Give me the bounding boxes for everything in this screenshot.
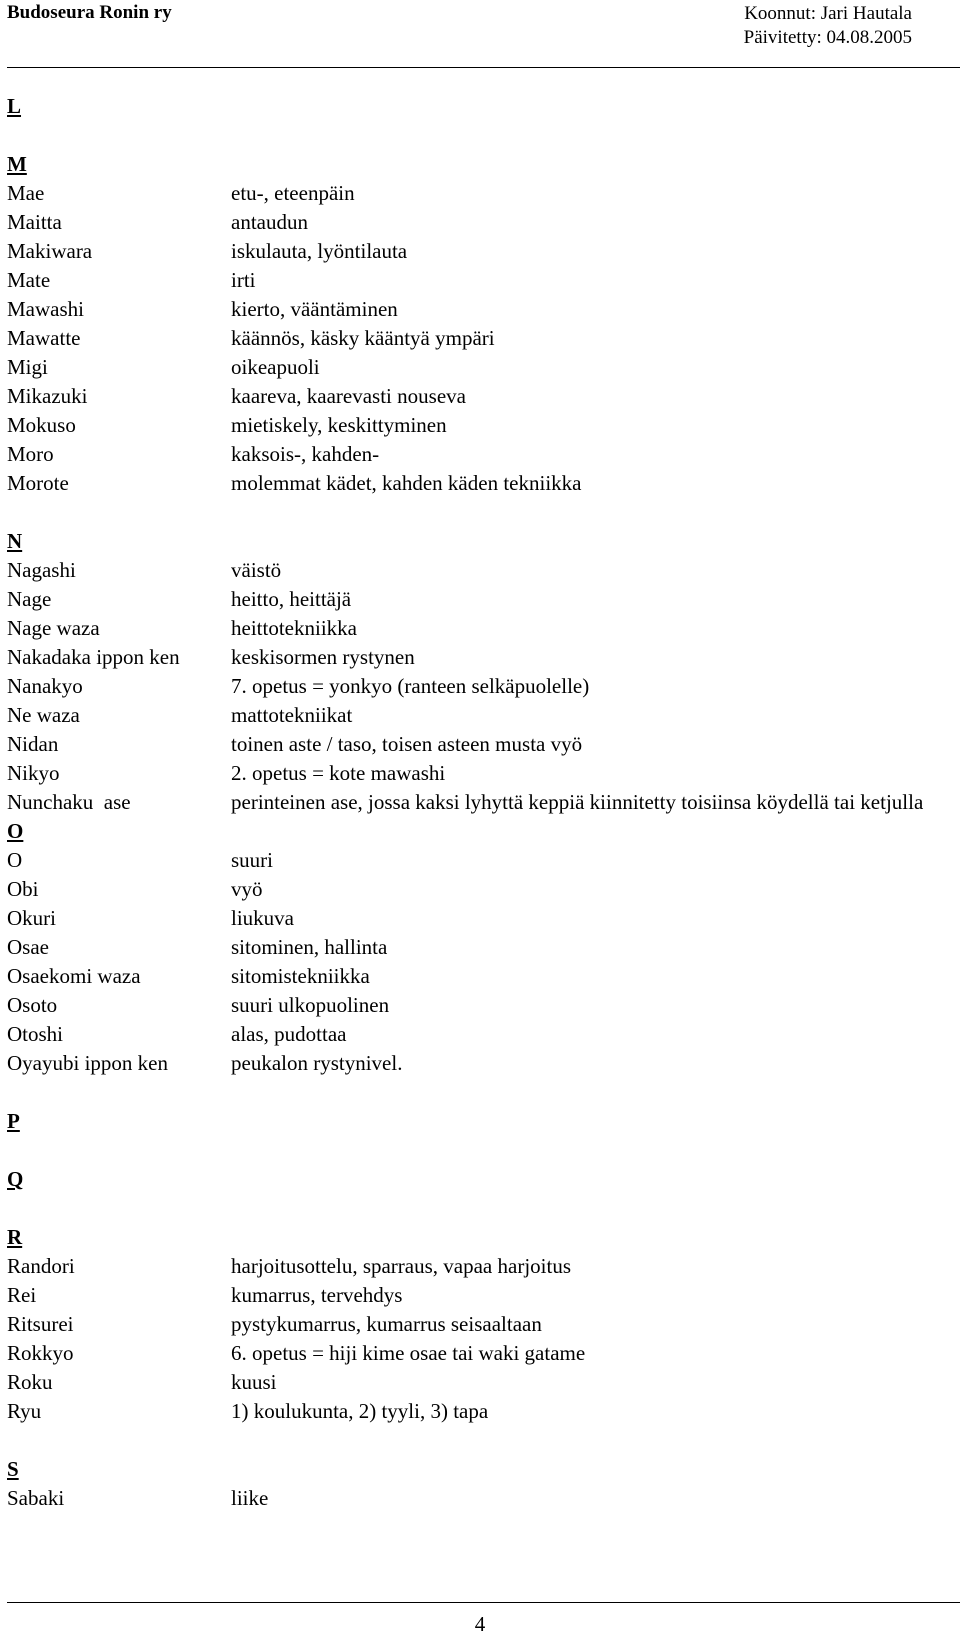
entry-term: Sabaki	[7, 1486, 65, 1510]
glossary-entry	[7, 701, 952, 730]
entry-term: Osaekomi waza	[7, 964, 141, 988]
glossary-entry	[7, 237, 952, 266]
entry-term: O	[7, 848, 23, 872]
entry-term: Nagashi	[7, 558, 76, 582]
entry-term: Mikazuki	[7, 384, 88, 408]
entry-definition: käännös, käsky kääntyä ympäri	[231, 326, 495, 350]
entry-term: Ne waza	[7, 703, 80, 727]
glossary-entry	[7, 324, 952, 353]
entry-term: Ryu	[7, 1399, 42, 1423]
entry-term: Ritsurei	[7, 1312, 74, 1336]
section-spacer	[7, 121, 952, 150]
entry-definition: kumarrus, tervehdys	[231, 1283, 403, 1307]
section-spacer	[7, 498, 952, 527]
compiled-by: Koonnut: Jari Hautala	[744, 3, 912, 24]
section-spacer	[7, 1426, 952, 1455]
entry-term: Nanakyo	[7, 674, 83, 698]
entry-definition: kierto, vääntäminen	[231, 297, 398, 321]
entry-term: Mae	[7, 181, 45, 205]
entry-definition: sitomistekniikka	[231, 964, 370, 988]
section-letter-r: R	[7, 1225, 23, 1249]
entry-definition: kuusi	[231, 1370, 277, 1394]
entry-definition: vyö	[231, 877, 263, 901]
entry-definition: 6. opetus = hiji kime osae tai waki gatame	[231, 1341, 586, 1365]
glossary-entry	[7, 991, 952, 1020]
glossary-entry	[7, 411, 952, 440]
entry-term: Nage waza	[7, 616, 100, 640]
entry-definition: irti	[231, 268, 256, 292]
section-spacer	[7, 1136, 952, 1165]
entry-term: Makiwara	[7, 239, 93, 263]
entry-definition: 7. opetus = yonkyo (ranteen selkäpuolelle)	[231, 674, 590, 698]
entry-term: Rei	[7, 1283, 37, 1307]
entry-definition: väistö	[231, 558, 282, 582]
entry-definition: pystykumarrus, kumarrus seisaaltaan	[231, 1312, 542, 1336]
glossary-entry	[7, 933, 952, 962]
entry-term: Nage	[7, 587, 52, 611]
glossary-entry	[7, 875, 952, 904]
entry-term: Maitta	[7, 210, 62, 234]
glossary-entry	[7, 1368, 952, 1397]
entry-definition: heittotekniikka	[231, 616, 357, 640]
glossary-entry	[7, 353, 952, 382]
entry-definition: suuri ulkopuolinen	[231, 993, 390, 1017]
section-letter-q: Q	[7, 1167, 24, 1191]
glossary-entry	[7, 208, 952, 237]
glossary-entry	[7, 788, 952, 817]
entry-definition: kaareva, kaarevasti nouseva	[231, 384, 466, 408]
entry-term: Migi	[7, 355, 48, 379]
entry-term: Osoto	[7, 993, 58, 1017]
entry-definition: harjoitusottelu, sparraus, vapaa harjoitus	[231, 1254, 571, 1278]
glossary-entry	[7, 962, 952, 991]
section-letter-s: S	[7, 1457, 19, 1481]
entry-definition: etu-, eteenpäin	[231, 181, 355, 205]
entry-term: Mate	[7, 268, 51, 292]
entry-term: Okuri	[7, 906, 56, 930]
entry-definition: peukalon rystynivel.	[231, 1051, 403, 1075]
glossary-entry	[7, 295, 952, 324]
glossary-entry	[7, 1397, 952, 1426]
entry-definition: suuri	[231, 848, 273, 872]
glossary-entry	[7, 440, 952, 469]
entry-term: Morote	[7, 471, 69, 495]
section-spacer	[7, 1194, 952, 1223]
glossary-entry	[7, 643, 952, 672]
glossary-entry	[7, 672, 952, 701]
section-letter-m: M	[7, 152, 27, 176]
entry-term: Randori	[7, 1254, 75, 1278]
page-number: 4	[474, 1612, 486, 1636]
glossary-entry	[7, 614, 952, 643]
glossary-entry	[7, 904, 952, 933]
glossary	[7, 92, 952, 1513]
section-spacer	[7, 1078, 952, 1107]
entry-term: Roku	[7, 1370, 53, 1394]
updated-date: Päivitetty: 04.08.2005	[743, 27, 912, 48]
entry-definition: mattotekniikat	[231, 703, 353, 727]
glossary-entry	[7, 1020, 952, 1049]
glossary-entry	[7, 556, 952, 585]
entry-definition: kaksois-, kahden-	[231, 442, 380, 466]
glossary-entry	[7, 1310, 952, 1339]
glossary-entry	[7, 846, 952, 875]
glossary-entry	[7, 1281, 952, 1310]
glossary-entry	[7, 266, 952, 295]
entry-definition: heitto, heittäjä	[231, 587, 352, 611]
entry-term: Otoshi	[7, 1022, 64, 1046]
entry-definition: mietiskely, keskittyminen	[231, 413, 447, 437]
organization-name: Budoseura Ronin ry	[7, 2, 172, 23]
entry-term: Mokuso	[7, 413, 76, 437]
glossary-entry	[7, 1252, 952, 1281]
glossary-entry	[7, 759, 952, 788]
entry-term: Obi	[7, 877, 39, 901]
entry-term: Nunchaku ase	[7, 790, 131, 814]
header-divider	[7, 67, 960, 68]
entry-definition: liukuva	[231, 906, 294, 930]
entry-definition: oikeapuoli	[231, 355, 320, 379]
entry-term: Nidan	[7, 732, 59, 756]
section-letter-o: O	[7, 819, 24, 843]
section-letter-n: N	[7, 529, 23, 553]
section-letter-l: L	[7, 94, 22, 118]
entry-term: Moro	[7, 442, 54, 466]
entry-definition: alas, pudottaa	[231, 1022, 347, 1046]
section-letter-p: P	[7, 1109, 20, 1133]
entry-term: Oyayubi ippon ken	[7, 1051, 168, 1075]
entry-definition: keskisormen rystynen	[231, 645, 415, 669]
entry-definition: liike	[231, 1486, 269, 1510]
glossary-entry	[7, 730, 952, 759]
entry-term: Nikyo	[7, 761, 60, 785]
entry-term: Mawashi	[7, 297, 84, 321]
entry-definition: toinen aste / taso, toisen asteen musta vyö	[231, 732, 583, 756]
page-header	[7, 0, 957, 58]
header-meta	[744, 2, 912, 50]
glossary-entry	[7, 469, 952, 498]
footer-divider	[7, 1602, 960, 1603]
entry-definition: perinteinen ase, jossa kaksi lyhyttä keppiä kiinnitetty toisiinsa köydellä tai ketjulla	[231, 790, 924, 814]
entry-definition: antaudun	[231, 210, 308, 234]
entry-definition: sitominen, hallinta	[231, 935, 388, 959]
entry-term: Mawatte	[7, 326, 81, 350]
entry-definition: molemmat kädet, kahden käden tekniikka	[231, 471, 582, 495]
glossary-entry	[7, 585, 952, 614]
entry-definition: iskulauta, lyöntilauta	[231, 239, 408, 263]
entry-term: Rokkyo	[7, 1341, 74, 1365]
entry-term: Osae	[7, 935, 49, 959]
glossary-entry	[7, 382, 952, 411]
glossary-entry	[7, 1049, 952, 1078]
entry-term: Nakadaka ippon ken	[7, 645, 180, 669]
entry-definition: 2. opetus = kote mawashi	[231, 761, 446, 785]
glossary-entry	[7, 1339, 952, 1368]
glossary-entry	[7, 179, 952, 208]
glossary-entry	[7, 1484, 952, 1513]
entry-definition: 1) koulukunta, 2) tyyli, 3) tapa	[231, 1399, 489, 1423]
